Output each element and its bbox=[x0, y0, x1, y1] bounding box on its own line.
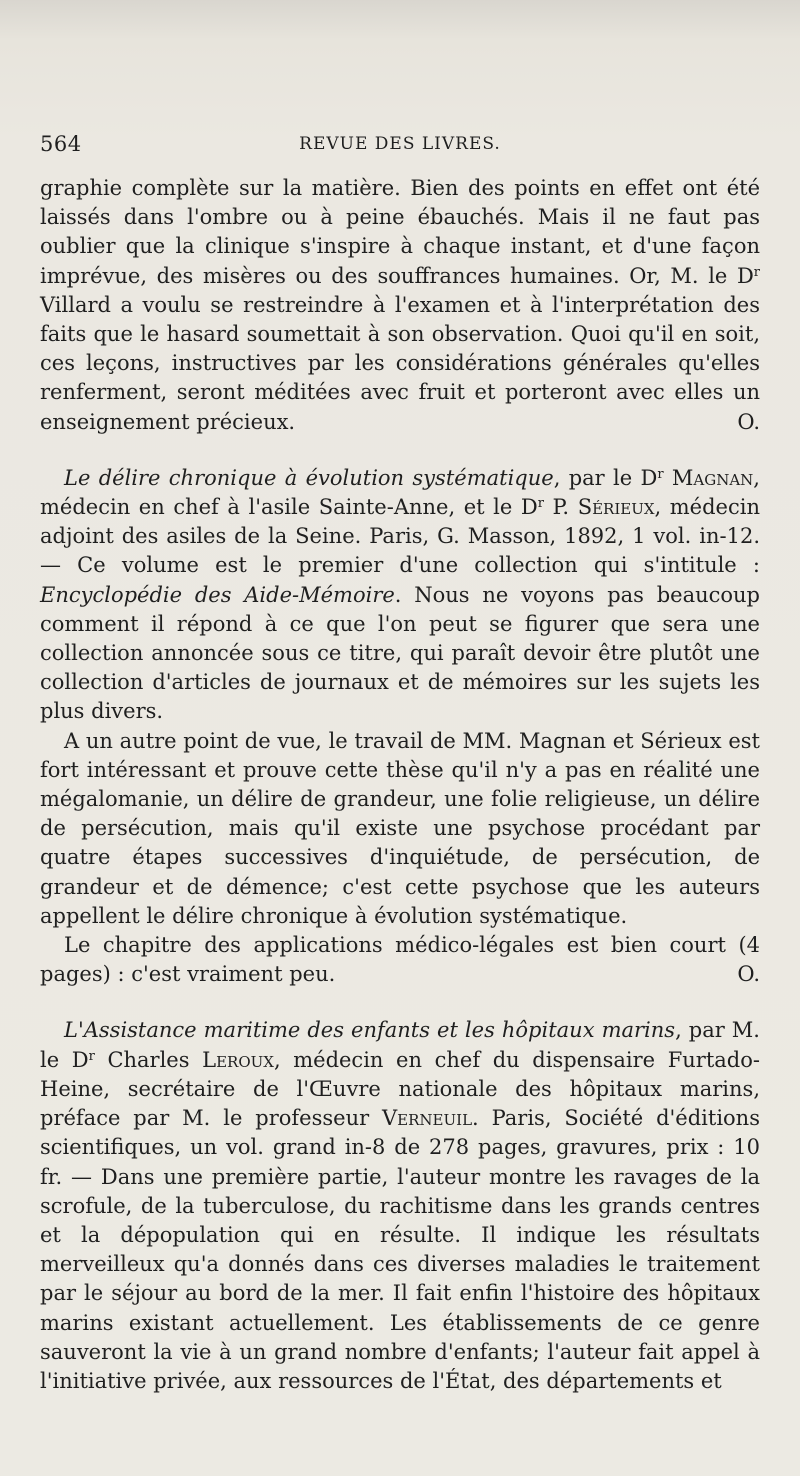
page-header bbox=[40, 132, 760, 166]
reviewer-signature: O. bbox=[737, 409, 760, 434]
review-paragraph: Le chapitre des applications médico-légales est bien court (4 pages) : c'est vraiment peu. O. bbox=[40, 931, 760, 989]
review-assistance-maritime: L'Assistance maritime des enfants et les hôpitaux marins, par M. le $D^r$ Charles Leroux, médecin en chef du dispensaire Furtado-Heine, secrétaire de l'Œuvre nationale des hôpitaux marins, préface par M. le professeur Verneuil. Paris, Société d'éditions scientifiques, un vol. grand in-8 de 278 pages, gravures, prix : 10 fr. — Dans une première partie, l'auteur montre les ravages de la scrofule, de la tuberculose, du rachitisme dans les grands centres et la dépopulation qui en résulte. Il indique les résultats merveilleux qu'a donnés dans ces diverses maladies le traitement par le séjour au bord de la mer. Il fait enfin l'histoire des hôpitaux marins existant actuellement. Les établissements de ce genre sauveront la vie à un grand nombre d'enfants; l'auteur fait appel à l'initiative privée, aux ressources de l'État, des départements et bbox=[40, 1018, 760, 1393]
collection-title: Encyclopédie des Aide-Mémoire bbox=[40, 582, 395, 607]
reviewer-signature: O. bbox=[737, 962, 760, 987]
preface-author: Verneuil bbox=[382, 1106, 473, 1131]
review-paragraph: A un autre point de vue, le travail de MM. Magnan et Sérieux est fort intéressant et prouve cette thèse qu'il n'y a pas en réalité une mégalomanie, un délire de grandeur, une folie religieuse, un délire de persécution, mais qu'il existe une psychose procédant par quatre étapes successives d'inquiétude, de persécution, de grandeur et de démence; c'est cette psychose que les auteurs appellent le délire chronique à évolution systématique. bbox=[40, 728, 760, 928]
review-delire-chronique: Le délire chronique à évolution systématique, par le $D^r$ Magnan, médecin en chef à l'asile Sainte-Anne, et le $D^r$ P. Sérieux, médecin adjoint des asiles de la Seine. Paris, G. Masson, 1892, 1 vol. in-12. — Ce volume est le premier d'une collection qui s'intitule : Encyclopédie des Aide-Mémoire. Nous ne voyons pas beaucoup comment il répond à ce que l'on peut se figurer que sera une collection annoncée sous ce titre, qui paraît devoir être plutôt une collection d'articles de journaux et de mémoires sur les sujets les plus divers. bbox=[40, 465, 760, 724]
review-villard-end: graphie complète sur la matière. Bien des points en effet ont été laissés dans l'ombre ou à peine ébauchés. Mais il ne faut pas oublier que la clinique s'inspire à chaque instant, et d'une façon imprévue, des misères ou des souffrances humaines. Or, M. le $D^r$ Villard a voulu se restreindre à l'examen et à l'interprétation des faits que le hasard soumettait à son observation. Quoi qu'il en soit, ces leçons, instructives par les considérations générales qu'elles renferment, seront méditées avec fruit et porteront avec elles un enseignement précieux. O. bbox=[40, 174, 760, 437]
page-number: 564 bbox=[40, 132, 82, 156]
book-title: L'Assistance maritime des enfants et les hôpitaux marins bbox=[64, 1018, 676, 1043]
author-name: Sérieux bbox=[577, 495, 655, 520]
book-title: Le délire chronique à évolution systématique bbox=[64, 465, 554, 490]
page-body bbox=[40, 174, 760, 1396]
author-name: Magnan bbox=[671, 465, 754, 490]
author-name: Leroux bbox=[202, 1047, 274, 1072]
running-head: REVUE DES LIVRES. bbox=[299, 134, 501, 154]
